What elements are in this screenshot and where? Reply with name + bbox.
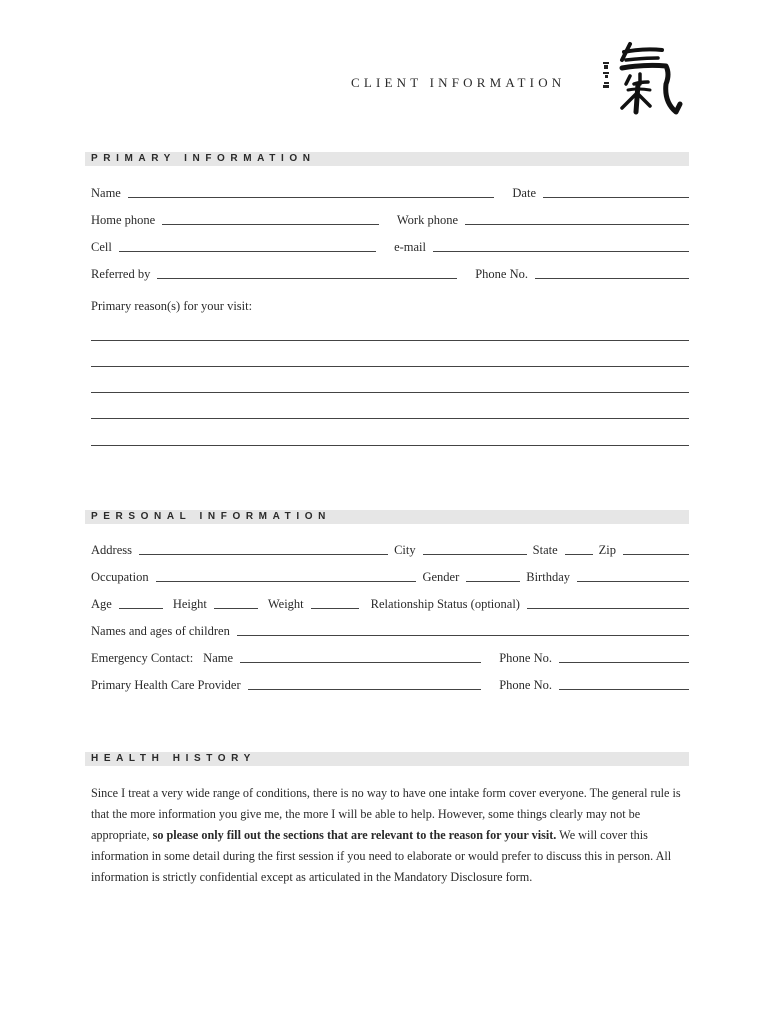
primary-information-header xyxy=(85,152,689,166)
children-label: Names and ages of children xyxy=(91,624,230,638)
children-field[interactable] xyxy=(237,634,689,636)
emergency-phone-label: Phone No. xyxy=(499,651,552,665)
relationship-field[interactable] xyxy=(527,607,689,609)
visit-reason-line[interactable] xyxy=(91,392,689,393)
address-field[interactable] xyxy=(139,553,388,555)
zip-label: Zip xyxy=(598,543,616,557)
visit-reason-line[interactable] xyxy=(91,366,689,367)
email-field[interactable] xyxy=(433,250,689,252)
occupation-row xyxy=(91,567,689,585)
cell-field[interactable] xyxy=(119,250,376,252)
date-field[interactable] xyxy=(543,196,689,198)
date-label: Date xyxy=(512,186,536,200)
personal-information-header-label: PERSONAL INFORMATION xyxy=(91,511,331,522)
weight-label: Weight xyxy=(267,597,304,611)
provider-label: Primary Health Care Provider xyxy=(91,678,241,692)
height-label: Height xyxy=(172,597,207,611)
health-history-header xyxy=(85,752,689,766)
emergency-name-label: Name xyxy=(203,651,234,665)
visit-reason-line[interactable] xyxy=(91,340,689,341)
state-label: State xyxy=(532,543,558,557)
health-history-text-emphasis: so please only fill out the sections that are relevant to the reason for your visit. xyxy=(152,828,557,842)
name-label: Name xyxy=(91,186,121,200)
referred-row xyxy=(91,264,689,282)
health-history-text-outro: We will cover this information in some detail during the first session if you need to elaborate or would prefer to discuss this in person. All information is strictly confidential except as articulated in the Mandatory Disclosure form. xyxy=(91,828,672,884)
visit-reason-label: Primary reason(s) for your visit: xyxy=(91,299,253,313)
state-field[interactable] xyxy=(565,553,593,555)
provider-phone-label: Phone No. xyxy=(499,678,552,692)
gender-label: Gender xyxy=(422,570,460,584)
age-label: Age xyxy=(91,597,112,611)
gender-field[interactable] xyxy=(466,580,520,582)
health-history-text-intro: Since I treat a very wide range of conditions, there is no way to have one intake form cover everyone. The general rule is that the more information you give me, the more I will be able to help. However, some things clearly may not be appropriate, xyxy=(91,786,681,842)
name-field[interactable] xyxy=(128,196,495,198)
address-label: Address xyxy=(91,543,132,557)
city-field[interactable] xyxy=(423,553,527,555)
emergency-phone-field[interactable] xyxy=(559,661,689,663)
provider-field[interactable] xyxy=(248,688,482,690)
referred-by-label: Referred by xyxy=(91,267,151,281)
birthday-field[interactable] xyxy=(577,580,689,582)
weight-field[interactable] xyxy=(311,607,359,609)
address-row xyxy=(91,540,689,558)
emergency-row xyxy=(91,648,689,666)
height-field[interactable] xyxy=(214,607,258,609)
referred-by-field[interactable] xyxy=(157,277,457,279)
qi-calligraphy-icon-graphic xyxy=(600,38,684,120)
home-phone-field[interactable] xyxy=(162,223,379,225)
provider-phone-field[interactable] xyxy=(559,688,689,690)
provider-row xyxy=(91,675,689,693)
birthday-label: Birthday xyxy=(526,570,570,584)
email-label: e-mail xyxy=(394,240,426,254)
cell-email-row xyxy=(91,237,689,255)
health-history-text xyxy=(91,783,691,888)
age-field[interactable] xyxy=(119,607,163,609)
work-phone-field[interactable] xyxy=(465,223,689,225)
age-row xyxy=(91,594,689,612)
visit-reason-line[interactable] xyxy=(91,445,689,446)
occupation-field[interactable] xyxy=(156,580,417,582)
city-label: City xyxy=(394,543,416,557)
children-row xyxy=(91,621,689,639)
occupation-label: Occupation xyxy=(91,570,149,584)
health-history-header-label: HEALTH HISTORY xyxy=(91,753,256,764)
primary-information-header-label: PRIMARY INFORMATION xyxy=(91,153,316,164)
phone-row xyxy=(91,210,689,228)
visit-reason-line[interactable] xyxy=(91,418,689,419)
work-phone-label: Work phone xyxy=(396,213,458,227)
qi-calligraphy-icon xyxy=(600,38,684,120)
referrer-phone-label: Phone No. xyxy=(475,267,528,281)
emergency-name-field[interactable] xyxy=(240,661,481,663)
zip-field[interactable] xyxy=(623,553,689,555)
home-phone-label: Home phone xyxy=(91,213,156,227)
relationship-label: Relationship Status (optional) xyxy=(370,597,520,611)
personal-information-header xyxy=(85,510,689,524)
referrer-phone-field[interactable] xyxy=(535,277,689,279)
emergency-contact-label: Emergency Contact: xyxy=(91,651,194,665)
name-date-row xyxy=(91,183,689,201)
cell-label: Cell xyxy=(91,240,112,254)
page-title: CLIENT INFORMATION xyxy=(351,75,566,90)
